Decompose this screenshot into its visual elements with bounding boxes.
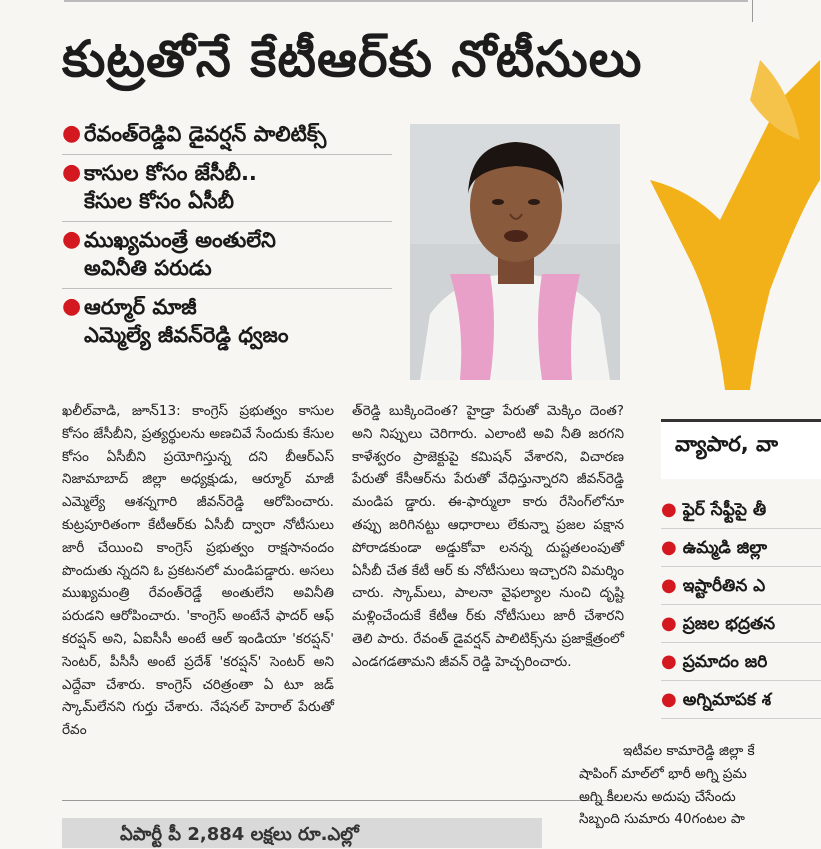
column-divider <box>752 0 753 22</box>
subheadline-line: ఆర్మూర్ మాజీ <box>84 295 197 319</box>
headline: కుట్రతోనే కేటీఆర్‌కు నోటీసులు <box>62 30 643 88</box>
subheadline-line: అవినీతి పరుడు <box>84 256 212 280</box>
side-bullet-text: ఫైర్ సేఫ్టీపై తీ <box>682 500 767 520</box>
subheadline-item <box>62 116 392 155</box>
side-body-line: సిబ్బంది సుమారు 40గంటల పా <box>579 811 745 828</box>
article-text: త్‌రెడ్డి బుక్కిందెంత? హైడ్రా పేరుతో మెక్కిం దెంత? అని నిప్పులు చెరిగారు. ఎలాంటి అవి నీతి జరగని కాళేశ్వరం ప్రాజెక్టుపై కమిషన్ వేశారని, విచారణ పేరుతో కేసీఆర్‌ను పేరుతో వేధిస్తున్నారని జీవన్‌రెడ్డి మండిప డ్డారు. ఈ-ఫార్ములా కారు రేసింగ్‌లోనూ తప్పు జరిగినట్టు ఆధారాలు లేకున్నా ప్రజల పక్షాన పోరాడకుండా అడ్డుకోవా లనన్న దుష్టతలంపుతో ఏసీబీ చేత కేటీ ఆర్ కు నోటీసులు ఇచ్చారని విమర్శిం చారు. స్కామ్‌లు, పాలనా వైఫల్యాల నుంచి దృష్టి మళ్లించేందుకే కేటీఆ ర్‌కు నోటీసులు జారీ చేశారని తెలి పారు. రేవంత్ డైవర్షన్ పాలిటిక్స్‌ను ప్రజాక్షేత్రంలో ఎండగడతామని జీవన్ రెడ్డి హెచ్చరించారు. <box>352 403 624 670</box>
side-bullet-item <box>661 643 821 681</box>
subheadline-line: రేవంత్‌రెడ్డివి డైవర్షన్ పాలిటిక్స్ <box>84 122 327 146</box>
top-rule <box>64 0 748 6</box>
article-column-1 <box>62 400 334 742</box>
subheadline-line: కేసుల కోసం ఏసీబీ <box>84 189 234 213</box>
bullet-dot-icon: ● <box>661 613 677 634</box>
side-bullet-item <box>661 491 821 529</box>
subheadline-item <box>62 289 392 355</box>
bullet-dot-icon: ● <box>661 575 677 596</box>
side-bullet-item <box>661 567 821 605</box>
bullet-dot-icon: ● <box>661 651 677 672</box>
side-bullet-text: ప్రమాదం జరి <box>682 652 768 672</box>
bullet-dot-icon: ● <box>62 160 82 185</box>
decorative-graphic <box>650 60 820 390</box>
side-bullet-item <box>661 681 821 719</box>
subheadline-line: కాసుల కోసం జేసీబీ.. <box>84 161 257 185</box>
side-story-banner <box>661 419 821 479</box>
bullet-dot-icon: ● <box>62 294 82 319</box>
side-body-line: షాపింగ్ మాల్‌లో భారీ అగ్ని ప్రమ <box>579 765 747 782</box>
side-story-body <box>579 740 809 831</box>
subheadline-item <box>62 222 392 289</box>
article-column-2 <box>352 400 624 674</box>
subheadline-item <box>62 155 392 222</box>
subheadline-list <box>62 116 392 355</box>
bullet-dot-icon: ● <box>62 121 82 146</box>
side-bullet-item <box>661 605 821 643</box>
side-bullet-item <box>661 529 821 567</box>
bullet-dot-icon: ● <box>62 227 82 252</box>
side-bullet-text: ప్రజల భద్రతన <box>682 614 776 634</box>
side-story-bullets <box>661 491 821 719</box>
side-story-title: వ్యాపార, వా <box>675 432 779 456</box>
bullet-dot-icon: ● <box>661 499 677 520</box>
side-bullet-text: ఇష్టారీతిన ఎ <box>682 576 766 596</box>
person-illustration <box>410 124 620 380</box>
side-bullet-text: ఉమ్మడి జిల్లా <box>682 538 767 558</box>
subheadline-line: ఎమ్మెల్యే జీవన్‌రెడ్డి ధ్వజం <box>84 323 289 347</box>
side-body-line: అగ్ని కీలలను అదుపు చేసేందు <box>579 788 736 805</box>
bullet-dot-icon: ● <box>661 537 677 558</box>
next-story-headline: ఏపార్టీ పీ 2,884 లక్షలు రూ.ఎల్లో <box>62 818 542 848</box>
subheadline-line: ముఖ్యమంత్రే అంతులేని <box>84 228 276 252</box>
article-text: ఖలీల్‌వాడి, జూన్13: కాంగ్రెస్ ప్రభుత్వం కాసుల కోసం జేసీబీని, ప్రత్యర్థులను అణచివే సేందుకు కేసుల కోసం ఏసీబీని ప్రయోగిస్తున్న దని బీఆర్ఎస్ నిజామాబాద్ జిల్లా అధ్యక్షుడు, ఆర్మూర్ మాజీ ఎమ్మెల్యే ఆశన్నగారి జీవన్‌రెడ్డి ఆరోపించారు. కుట్రపూరితంగా కేటీఆర్‌కు ఏసీబీ ద్వారా నోటీసులు జారీ చేయించి కాంగ్రెస్ ప్రభుత్వం రాక్షసానందం పొందుతు న్నదని ఓ ప్రకటనలో మండిపడ్డారు. అసలు ముఖ్యమంత్రి రేవంత్‌రెడ్డే అంతులేని అవినీతి పరుడని ఆరోపించారు. 'కాంగ్రెస్ అంటేనే ఫాదర్ ఆఫ్ కరప్షన్ అని, ఏఐసీసీ అంటే ఆల్ ఇండియా 'కరప్షన్' సెంటర్, పీసీసీ అంటే ప్రదేశ్ 'కరప్షన్' సెంటర్ అని ఎద్దేవా చేశారు. కాంగ్రెస్ చరిత్రంతా ఏ టూ జడ్ స్కామ్‌లేనని గుర్తు చేశారు. నేషనల్ హెరాల్ పేరుతో రేవం <box>62 403 334 739</box>
bottom-rule <box>62 800 627 801</box>
bullet-dot-icon: ● <box>661 689 677 710</box>
portrait-photo <box>410 124 620 380</box>
side-body-line: ఇటీవల కామారెడ్డి జిల్లా కే <box>623 743 755 759</box>
side-bullet-text: అగ్నిమాపక శ <box>682 690 772 710</box>
